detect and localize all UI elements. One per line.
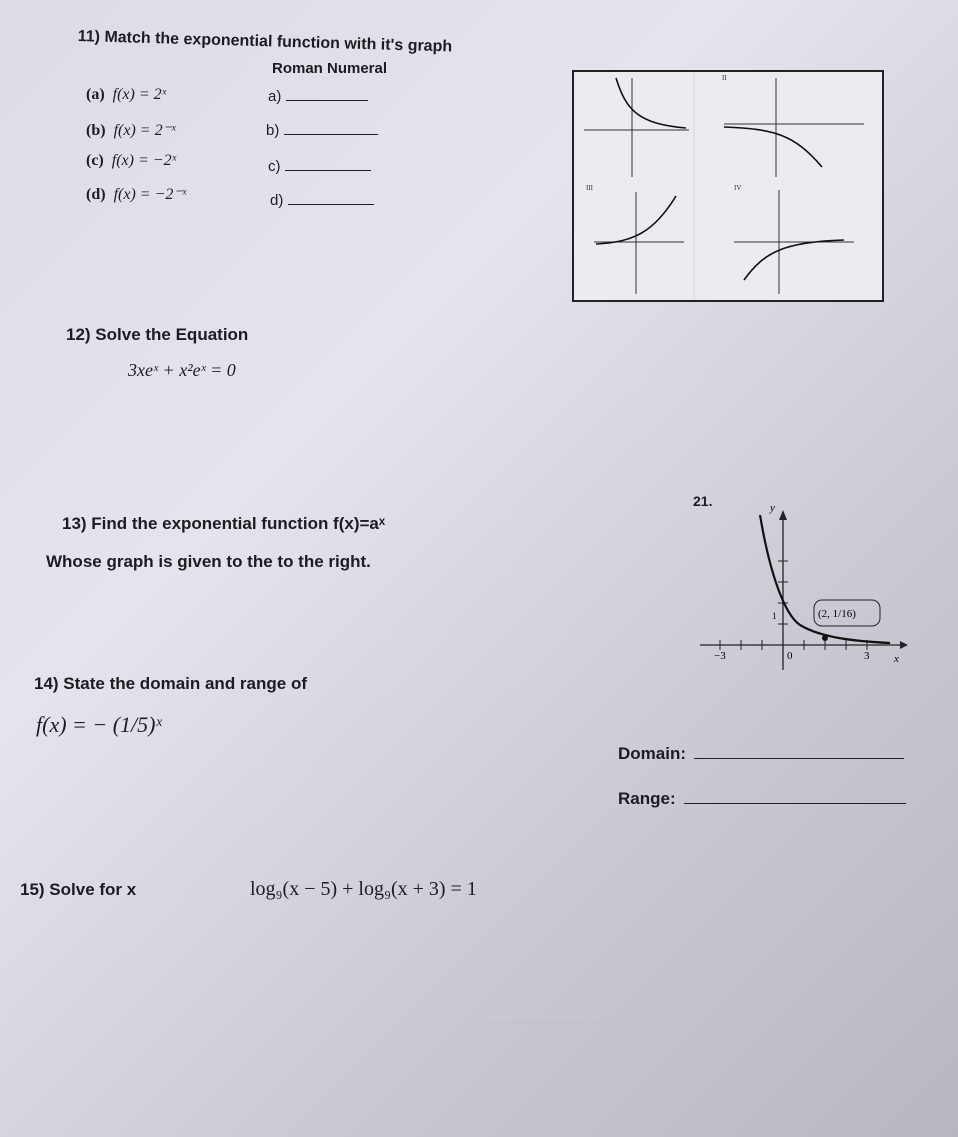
domain-label: Domain:: [618, 744, 686, 763]
graph21-y-label: y: [770, 502, 775, 514]
q14-title: 14) State the domain and range of: [34, 674, 307, 693]
range-label: Range:: [618, 789, 676, 808]
answer-blank-a[interactable]: a): [268, 88, 368, 106]
q11-item-d: (d) f(x) = −2⁻ˣ: [86, 186, 187, 203]
q11-graph-grid: [572, 70, 884, 302]
q15-title: 15) Solve for x: [20, 880, 137, 899]
q13-line2: Whose graph is given to the to the right.: [46, 552, 371, 571]
graph21-tick-3: 3: [864, 650, 870, 662]
q11-graphs-svg: [574, 72, 882, 300]
q12-equation: 3xeˣ + x²eˣ = 0: [128, 360, 236, 380]
q15-equation: log₉(x − 5) + log₉(x + 3) = 1: [250, 878, 477, 900]
graph21-tick-neg3: −3: [714, 650, 726, 662]
graph-label-4: IV: [734, 184, 742, 192]
roman-numeral-header: Roman Numeral: [272, 60, 388, 77]
q11-item-a: (a) f(x) = 2ˣ: [86, 86, 167, 103]
graph-label-2: II: [722, 74, 727, 82]
answer-blank-b[interactable]: b): [266, 122, 378, 140]
q13-line1: 13) Find the exponential function f(x)=aˣ: [62, 514, 386, 533]
q11-item-c: (c) f(x) = −2ˣ: [86, 152, 177, 169]
q11-title: 11) Match the exponential function with it's graph: [77, 28, 453, 56]
q11-item-b: (b) f(x) = 2⁻ˣ: [86, 122, 176, 139]
graph21: [690, 495, 920, 685]
graph21-one-label: 1: [772, 611, 777, 621]
graph21-number: 21.: [693, 493, 713, 509]
graph-top-left: [584, 78, 689, 177]
graph-label-3: III: [586, 184, 593, 192]
graph21-x-label: x: [894, 653, 899, 665]
q14-function: f(x) = − (1/5)ˣ: [36, 712, 162, 737]
q12-title: 12) Solve the Equation: [66, 325, 249, 344]
graph-top-right: [724, 78, 864, 177]
graph-bottom-right: [734, 190, 854, 294]
answer-blank-c[interactable]: c): [268, 158, 371, 176]
domain-blank[interactable]: [694, 758, 904, 759]
domain-answer[interactable]: [618, 744, 904, 764]
graph21-tick-0: 0: [787, 650, 793, 662]
graph-bottom-left: [594, 192, 684, 294]
range-blank[interactable]: [684, 803, 906, 804]
range-answer[interactable]: [618, 789, 906, 809]
page-divider: [484, 1022, 634, 1023]
answer-blank-d[interactable]: d): [270, 192, 374, 210]
graph21-point-label: (2, 1/16): [818, 608, 856, 620]
